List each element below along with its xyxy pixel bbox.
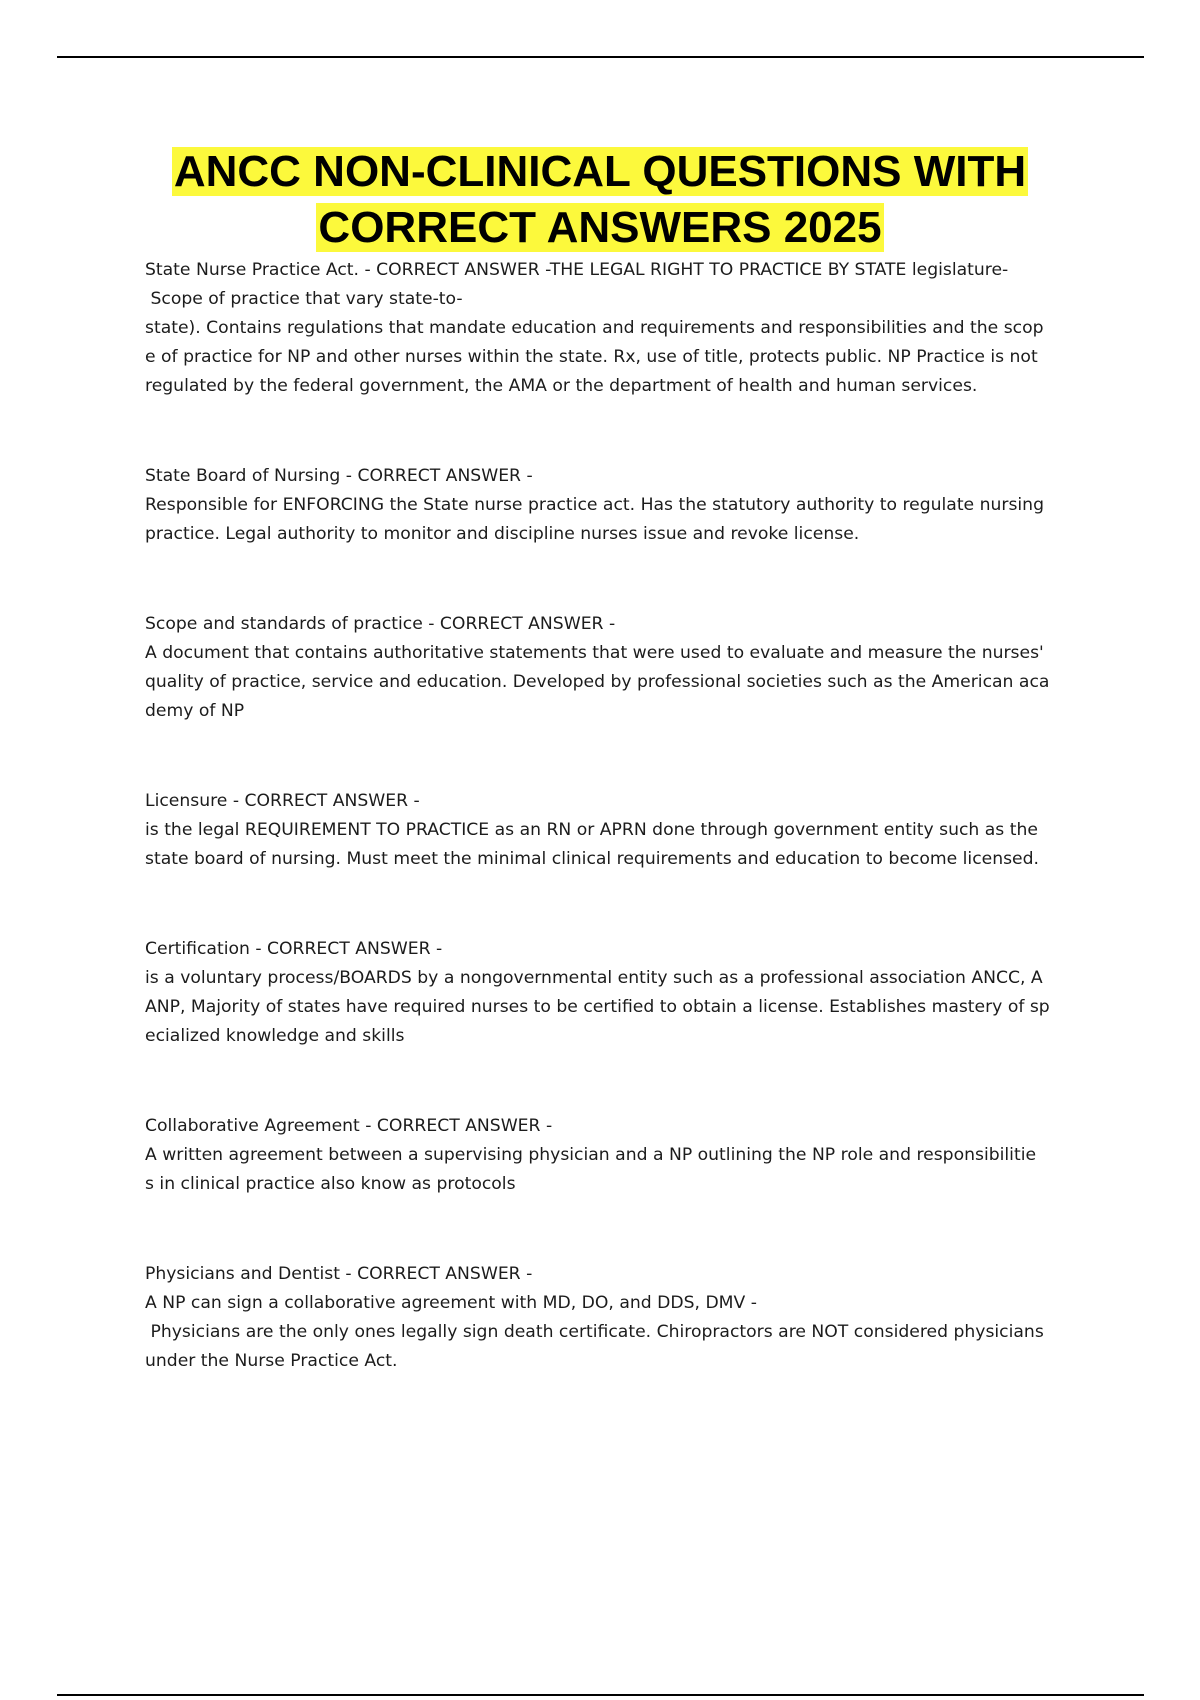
text-line: under the Nurse Practice Act. <box>145 1351 398 1371</box>
text-line: State Nurse Practice Act. - CORRECT ANSWER -THE LEGAL RIGHT TO PRACTICE BY STATE legislature- <box>145 260 1009 280</box>
text-line: practice. Legal authority to monitor and discipline nurses issue and revoke license. <box>145 524 860 544</box>
text-line: Responsible for ENFORCING the State nurse practice act. Has the statutory authority to regulate nursing <box>145 495 1044 515</box>
qa-entry-state-nurse-practice-act <box>145 256 1100 401</box>
qa-entry-physicians-and-dentist <box>145 1260 1100 1376</box>
text-line: Scope and standards of practice - CORRECT ANSWER - <box>145 614 616 634</box>
text-line: state board of nursing. Must meet the minimal clinical requirements and education to become licensed. <box>145 849 1040 869</box>
text-line: A NP can sign a collaborative agreement with MD, DO, and DDS, DMV - <box>145 1293 757 1313</box>
document-title <box>100 144 1100 256</box>
text-line: ecialized knowledge and skills <box>145 1026 405 1046</box>
qa-entry-licensure <box>145 787 1100 874</box>
text-line: ANP, Majority of states have required nurses to be certified to obtain a license. Establishes mastery of sp <box>145 997 1050 1017</box>
text-line: State Board of Nursing - CORRECT ANSWER - <box>145 466 533 486</box>
text-line: s in clinical practice also know as protocols <box>145 1174 516 1194</box>
document-body <box>145 256 1100 1437</box>
bottom-rule <box>57 1694 1144 1696</box>
text-line: Collaborative Agreement - CORRECT ANSWER - <box>145 1116 553 1136</box>
text-line: is the legal REQUIREMENT TO PRACTICE as an RN or APRN done through government entity such as the <box>145 820 1038 840</box>
text-line: Scope of practice that vary state-to- <box>145 289 463 309</box>
title-line-1: ANCC NON-CLINICAL QUESTIONS WITH <box>173 147 1027 196</box>
text-line: state). Contains regulations that mandate education and requirements and responsibilities and the scop <box>145 318 1044 338</box>
text-line: Licensure - CORRECT ANSWER - <box>145 791 420 811</box>
qa-entry-scope-and-standards <box>145 610 1100 726</box>
title-line-2: CORRECT ANSWERS 2025 <box>318 203 882 252</box>
text-line: regulated by the federal government, the AMA or the department of health and human services. <box>145 376 978 396</box>
qa-entry-state-board-of-nursing <box>145 462 1100 549</box>
text-line: e of practice for NP and other nurses within the state. Rx, use of title, protects public. NP Practice is not <box>145 347 1038 367</box>
text-line: demy of NP <box>145 701 245 721</box>
text-line: is a voluntary process/BOARDS by a nongovernmental entity such as a professional association ANCC, A <box>145 968 1043 988</box>
text-line: Physicians and Dentist - CORRECT ANSWER - <box>145 1264 533 1284</box>
qa-entry-certification <box>145 935 1100 1051</box>
text-line: quality of practice, service and education. Developed by professional societies such as the American aca <box>145 672 1050 692</box>
top-rule <box>57 56 1144 58</box>
text-line: Certification - CORRECT ANSWER - <box>145 939 443 959</box>
qa-entry-collaborative-agreement <box>145 1112 1100 1199</box>
text-line: Physicians are the only ones legally sign death certificate. Chiropractors are NOT considered physicians <box>145 1322 1044 1342</box>
text-line: A document that contains authoritative statements that were used to evaluate and measure the nurses' <box>145 643 1044 663</box>
text-line: A written agreement between a supervising physician and a NP outlining the NP role and responsibilitie <box>145 1145 1037 1165</box>
